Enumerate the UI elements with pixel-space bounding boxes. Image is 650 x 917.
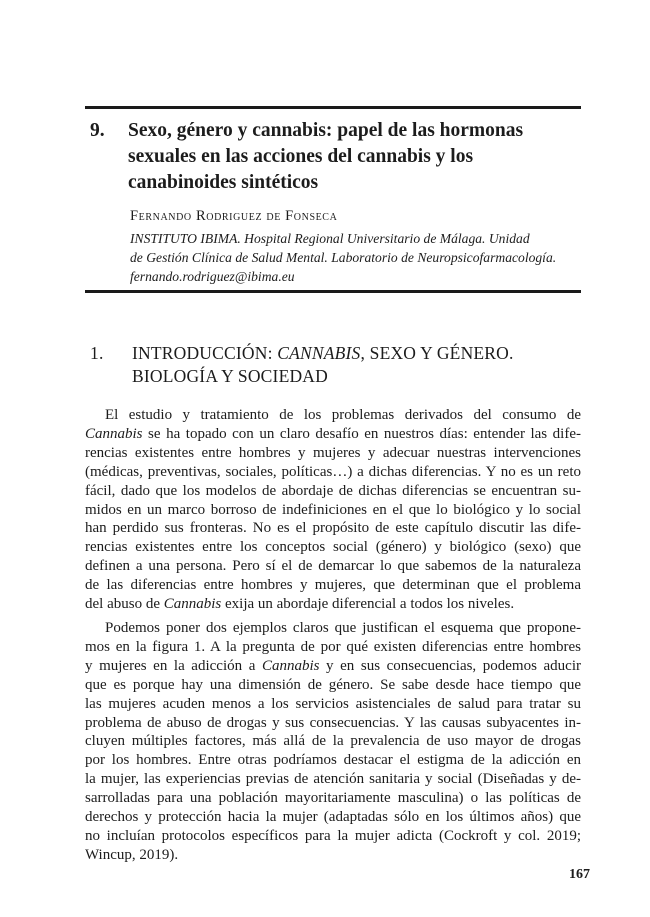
text-line: rencias existentes entre hombres y mujeres y adecuar nuestras intervenciones (85, 444, 581, 461)
text-line: por los hombres. Entre otras podríamos destacar el estigma de la adicción en (85, 752, 581, 769)
section-title-line: BIOLOGÍA Y SOCIEDAD (132, 366, 328, 386)
text-line: (médicas, preventivas, sociales, políticas…) a dichas diferencias. Y no es un reto (85, 463, 581, 480)
affiliation-line: INSTITUTO IBIMA. Hospital Regional Universitario de Málaga. Unidad (130, 231, 530, 246)
section-title-text: INTRODUCCIÓN: (132, 343, 278, 363)
text-span: se ha topado con un claro desafío en nuestros días: entender las dife- (142, 425, 581, 442)
text-line (85, 595, 581, 614)
text-line: problema de abuso de drogas y sus consecuencias. Y las causas subyacentes in- (85, 714, 581, 731)
text-line: mos en la figura 1. A la pregunta de por qué existen diferencias entre hombres (85, 638, 581, 655)
text-line: definen a una persona. Pero sí el de demarcar lo que sabemos de la naturaleza (85, 558, 581, 575)
text-line: no incluían protocolos específicos para la mujer adicta (Cockroft y col. 2019; (85, 827, 581, 844)
italic-term: Cannabis (261, 657, 320, 674)
text-line: las mujeres acuden menos a los servicios asistenciales de salud para tratar su (85, 695, 581, 712)
text-line (85, 657, 581, 676)
chapter-title (128, 118, 580, 196)
paragraph (85, 619, 581, 865)
section-heading (90, 342, 580, 388)
bottom-rule (85, 290, 581, 293)
chapter-title-line: canabinoides sintéticos (128, 172, 319, 193)
text-span: y en sus consecuencias, podemos aducir (319, 657, 581, 674)
affiliation-line: de Gestión Clínica de Salud Mental. Laboratorio de Neuropsicofarmacología. (130, 250, 557, 265)
author-block (130, 207, 580, 286)
text-line: han perdido sus fronteras. No es el propósito de este capítulo discutir las dife- (85, 520, 581, 537)
chapter-heading (90, 118, 580, 196)
text-line: Podemos poner dos ejemplos claros que justifican el esquema que propone- (105, 619, 581, 636)
chapter-number: 9. (90, 120, 105, 141)
section-title (132, 342, 514, 388)
text-line: la mujer, las experiencias previas de atención sanitaria y social (Diseñadas y de- (85, 771, 581, 788)
text-line: que es porque hay una dimensión de género. Se sabe desde hace tiempo que (85, 676, 581, 693)
section-title-italic: CANNABIS (277, 343, 361, 363)
text-line: cluyen múltiples factores, más allá de la prevalencia de uso mayor de drogas (85, 733, 581, 750)
page-number: 167 (569, 867, 590, 882)
author-affiliation (130, 229, 580, 286)
text-line: midos en un marco borroso de indefiniciones en el que lo biológico y lo social (85, 501, 581, 518)
chapter-title-line: Sexo, género y cannabis: papel de las hormonas (128, 120, 524, 141)
text-line: El estudio y tratamiento de los problemas derivados del consumo de (105, 407, 581, 423)
section-title-line (132, 342, 514, 365)
author-email: fernando.rodriguez@ibima.eu (130, 269, 295, 284)
text-span: y mujeres en la adicción a (85, 657, 262, 674)
text-line: Wincup, 2019). (85, 846, 179, 863)
text-line: de las diferencias entre hombres y mujeres, que determinan que el problema (85, 577, 581, 594)
chapter-title-line: sexuales en las acciones del cannabis y los (128, 146, 474, 167)
text-span: del abuso de (85, 596, 164, 613)
italic-term: Cannabis (85, 425, 143, 442)
text-line: fácil, dado que los modelos de abordaje de dichas diferencias se encuentran su- (85, 482, 581, 499)
top-rule (85, 106, 581, 109)
text-span: exija un abordaje diferencial a todos los niveles. (221, 596, 515, 613)
body-text (85, 406, 581, 870)
text-line: sarrolladas para una población mayoritariamente masculina) o las políticas de (85, 790, 581, 807)
text-line (85, 425, 581, 444)
text-line: derechos y protección hacia la mujer (adaptadas sólo en los últimos años) que (85, 809, 581, 826)
paragraph (85, 406, 581, 614)
author-name: Fernando Rodriguez de Fonseca (130, 208, 338, 224)
section-number: 1. (90, 343, 104, 363)
italic-term: Cannabis (163, 596, 222, 613)
section-title-text: , SEXO Y GÉNERO. (360, 343, 514, 363)
text-line: rencias existentes entre los conceptos social (género) y biológico (sexo) que (85, 539, 581, 556)
